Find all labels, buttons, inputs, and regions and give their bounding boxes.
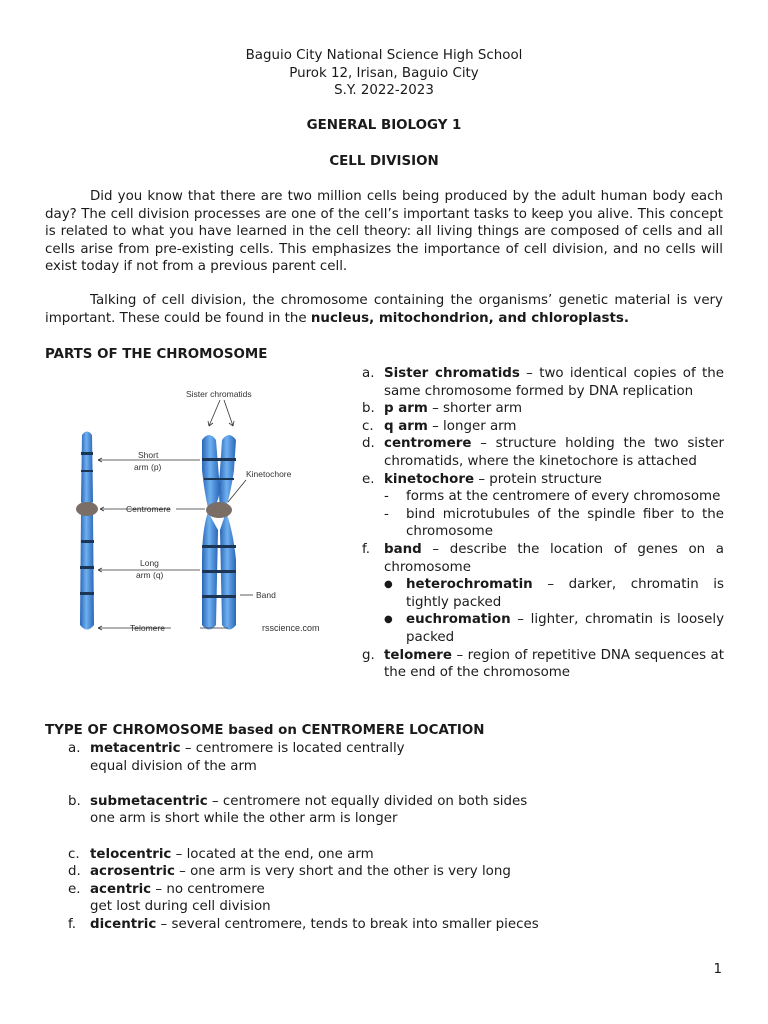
label-telomere: Telomere [130,623,165,633]
parts-list [362,365,724,682]
label-centromere: Centromere [126,504,171,514]
list-item: g. telomere – region of repetitive DNA sequences at the end of the chromosome [362,647,724,681]
page-number: 1 [713,962,722,977]
list-item: c. q arm – longer arm [362,418,517,434]
intro-paragraph-1: Did you know that there are two million cells being produced by the adult human body each day? The cell division processes are one of the cell’s important tasks to keep you alive. This concept is related to what you have learned in the cell theory: all living things are composed of cells and all cells arise from pre-existing cells. This emphasizes the importance of cell division, and no cells will exist today if not from a previous parent cell. [45,189,723,275]
organelle-list: nucleus, mitochondrion, and chloroplasts. [310,310,629,326]
topic-title: CELL DIVISION [329,154,439,169]
intro-paragraph-2: Talking of cell division, the chromosome containing the organisms’ genetic material is very important. These could be found in the nucleus, mitochondrion, and chloroplasts. [45,293,723,326]
duplicated-chromosome [202,435,236,630]
centromere-left [76,502,98,516]
list-item: d. centromere – structure holding the two sister chromatids, where the kinetochore is attached [362,436,724,469]
label-short-arm-p: arm (p) [134,462,162,472]
label-kinetochore: Kinetochore [246,469,292,479]
label-sister-chromatids: Sister chromatids [186,389,252,399]
label-long-arm-q: arm (q) [136,570,164,580]
parts-heading: PARTS OF THE CHROMOSOME [45,347,268,362]
list-item: b. p arm – shorter arm [362,401,522,417]
list-item: a. Sister chromatids – two identical copies of the same chromosome formed by DNA replication [362,366,724,399]
school-header [0,47,768,100]
subject-title: GENERAL BIOLOGY 1 [306,118,462,133]
types-list [68,740,708,934]
list-item: f. dicentric – several centromere, tends to break into smaller pieces [68,916,539,932]
label-band: Band [256,590,276,600]
list-item: e. kinetochore – protein structure - forms at the centromere of every chromosome - bind microtubules of the spindle fiber to the chromosome [362,471,724,540]
list-item: f. band – describe the location of genes on a chromosome ● heterochromatin – darker, chromatin is tightly packed ● euchromation – lighter, chromatin is loosely packed [362,541,724,645]
list-item: a. metacentric – centromere is located centrally equal division of the arm [68,741,405,774]
centromere-right [206,502,232,518]
chromosome-diagram [68,380,348,640]
label-long-arm: Long [140,558,159,568]
school-address: Purok 12, Irisan, Baguio City [289,65,479,81]
single-chromatid [76,432,98,630]
list-item: d. acrosentric – one arm is very short and the other is very long [68,864,511,880]
types-heading: TYPE OF CHROMOSOME based on CENTROMERE LOCATION [45,723,485,738]
list-item: e. acentric – no centromere get lost during cell division [68,881,271,915]
list-item: b. submetacentric – centromere not equally divided on both sides one arm is short while the other arm is longer [68,793,528,827]
school-year: S.Y. 2022-2023 [334,83,434,99]
label-short-arm: Short [138,450,159,460]
figure-credit: rsscience.com [262,623,320,633]
list-item: c. telocentric – located at the end, one arm [68,846,374,862]
school-name: Baguio City National Science High School [245,48,523,63]
